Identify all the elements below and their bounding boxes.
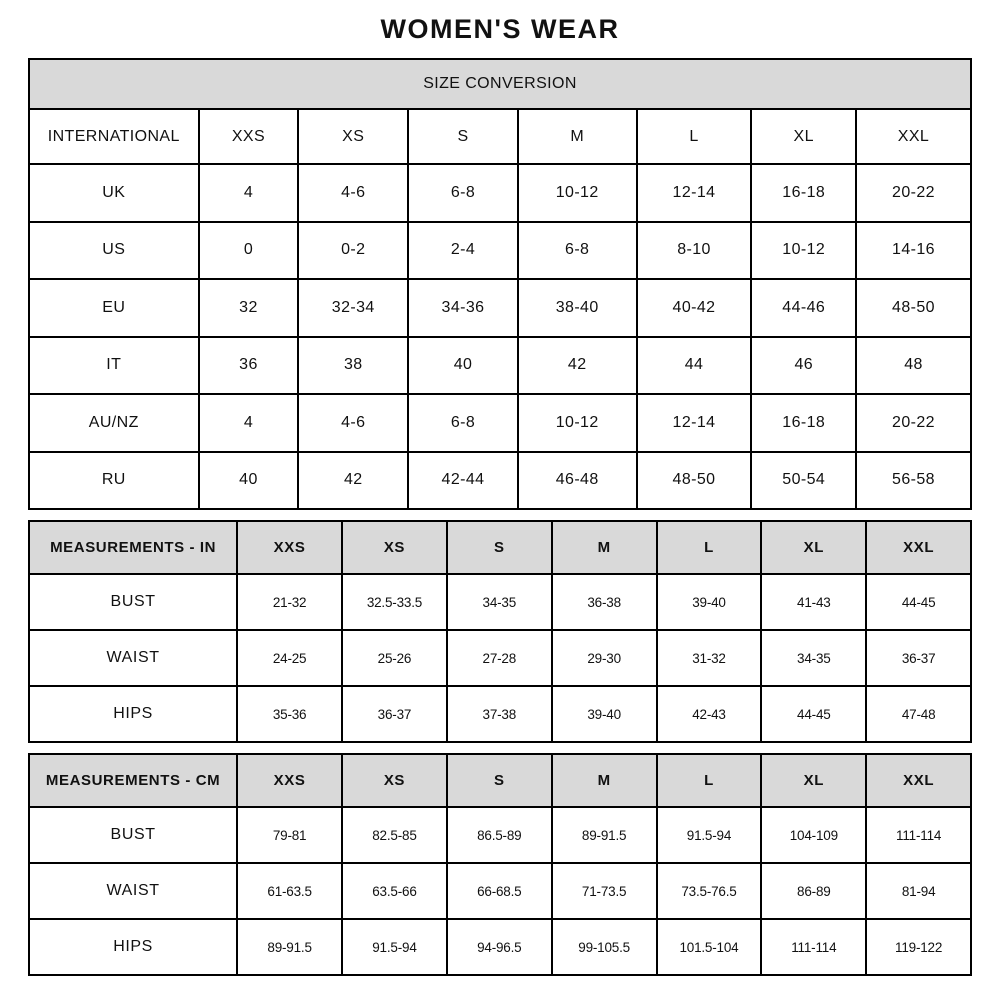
row-label-cell: IT [29,337,199,395]
table-row [29,394,971,452]
column-header-cell: XXL [866,521,971,574]
row-label-cell: RU [29,452,199,510]
page-title: WOMEN'S WEAR [380,14,620,44]
value-cell: 34-35 [447,574,552,630]
column-header-cell: S [447,754,552,807]
column-header-cell: XL [761,754,866,807]
value-cell: 4-6 [298,164,408,222]
column-header-cell: S [447,521,552,574]
value-cell: 24-25 [237,630,342,686]
measurements-cm-title: MEASUREMENTS - CM [29,754,237,807]
table-title-row [29,59,971,109]
measurements-cm-table [28,753,972,976]
value-cell: 81-94 [866,863,971,919]
value-cell: 36 [199,337,299,395]
table-row [29,630,971,686]
row-label-cell: EU [29,279,199,337]
value-cell: 32.5-33.5 [342,574,447,630]
value-cell: 10-12 [518,394,637,452]
column-header-row [29,109,971,164]
value-cell: 20-22 [856,394,971,452]
value-cell: 48-50 [637,452,752,510]
value-cell: 14-16 [856,222,971,280]
column-header-row [29,754,971,807]
value-cell: 44 [637,337,752,395]
value-cell: 42-43 [657,686,762,742]
table-gap [28,510,972,520]
value-cell: 94-96.5 [447,919,552,975]
value-cell: 27-28 [447,630,552,686]
value-cell: 16-18 [751,394,856,452]
value-cell: 36-38 [552,574,657,630]
value-cell: 34-36 [408,279,518,337]
size-conversion-table [28,58,972,510]
value-cell: 111-114 [761,919,866,975]
value-cell: 2-4 [408,222,518,280]
column-header-row [29,521,971,574]
value-cell: 61-63.5 [237,863,342,919]
value-cell: 73.5-76.5 [657,863,762,919]
table-row [29,807,971,863]
value-cell: 44-45 [761,686,866,742]
value-cell: 36-37 [342,686,447,742]
table-row [29,919,971,975]
row-label-cell: WAIST [29,863,237,919]
value-cell: 40-42 [637,279,752,337]
value-cell: 31-32 [657,630,762,686]
value-cell: 4 [199,164,299,222]
value-cell: 71-73.5 [552,863,657,919]
value-cell: 50-54 [751,452,856,510]
value-cell: 48 [856,337,971,395]
value-cell: 42 [518,337,637,395]
value-cell: 34-35 [761,630,866,686]
value-cell: 40 [408,337,518,395]
value-cell: 48-50 [856,279,971,337]
value-cell: 32 [199,279,299,337]
value-cell: 39-40 [657,574,762,630]
value-cell: 6-8 [408,394,518,452]
value-cell: 0-2 [298,222,408,280]
column-header-cell: S [408,109,518,164]
column-header-cell: M [552,754,657,807]
table-row [29,164,971,222]
row-label-cell: WAIST [29,630,237,686]
value-cell: 91.5-94 [657,807,762,863]
size-conversion-title: SIZE CONVERSION [29,59,971,109]
value-cell: 104-109 [761,807,866,863]
table-row [29,222,971,280]
table-row [29,863,971,919]
value-cell: 66-68.5 [447,863,552,919]
column-header-cell: XXL [856,109,971,164]
value-cell: 4-6 [298,394,408,452]
column-header-cell: XXS [237,754,342,807]
row-label-cell: HIPS [29,919,237,975]
value-cell: 16-18 [751,164,856,222]
row-label-cell: UK [29,164,199,222]
value-cell: 8-10 [637,222,752,280]
table-row [29,574,971,630]
table-gap [28,743,972,753]
value-cell: 39-40 [552,686,657,742]
value-cell: 89-91.5 [552,807,657,863]
column-header-cell: XXL [866,754,971,807]
row-label-cell: AU/NZ [29,394,199,452]
value-cell: 35-36 [237,686,342,742]
column-header-cell: XL [751,109,856,164]
value-cell: 25-26 [342,630,447,686]
value-cell: 41-43 [761,574,866,630]
column-header-cell: M [552,521,657,574]
table-row [29,337,971,395]
value-cell: 32-34 [298,279,408,337]
value-cell: 101.5-104 [657,919,762,975]
value-cell: 20-22 [856,164,971,222]
column-header-cell: XXS [237,521,342,574]
column-header-cell: XS [342,754,447,807]
column-header-cell: L [657,754,762,807]
column-header-cell: L [637,109,752,164]
value-cell: 42-44 [408,452,518,510]
value-cell: 10-12 [518,164,637,222]
value-cell: 46-48 [518,452,637,510]
value-cell: 12-14 [637,164,752,222]
value-cell: 86.5-89 [447,807,552,863]
table-row [29,279,971,337]
value-cell: 6-8 [518,222,637,280]
value-cell: 119-122 [866,919,971,975]
column-header-cell: M [518,109,637,164]
row-label-cell: US [29,222,199,280]
value-cell: 21-32 [237,574,342,630]
value-cell: 46 [751,337,856,395]
value-cell: 38-40 [518,279,637,337]
value-cell: 44-46 [751,279,856,337]
value-cell: 6-8 [408,164,518,222]
value-cell: 44-45 [866,574,971,630]
table-row [29,686,971,742]
value-cell: 56-58 [856,452,971,510]
column-header-cell: XXS [199,109,299,164]
value-cell: 89-91.5 [237,919,342,975]
value-cell: 29-30 [552,630,657,686]
value-cell: 79-81 [237,807,342,863]
row-label-cell: BUST [29,807,237,863]
value-cell: 47-48 [866,686,971,742]
value-cell: 82.5-85 [342,807,447,863]
value-cell: 4 [199,394,299,452]
value-cell: 12-14 [637,394,752,452]
value-cell: 86-89 [761,863,866,919]
value-cell: 91.5-94 [342,919,447,975]
value-cell: 38 [298,337,408,395]
value-cell: 10-12 [751,222,856,280]
value-cell: 36-37 [866,630,971,686]
measurements-in-table [28,520,972,743]
value-cell: 111-114 [866,807,971,863]
value-cell: 40 [199,452,299,510]
row-label-header-cell: INTERNATIONAL [29,109,199,164]
row-label-cell: HIPS [29,686,237,742]
column-header-cell: L [657,521,762,574]
column-header-cell: XL [761,521,866,574]
value-cell: 63.5-66 [342,863,447,919]
table-row [29,452,971,510]
value-cell: 99-105.5 [552,919,657,975]
value-cell: 42 [298,452,408,510]
row-label-cell: BUST [29,574,237,630]
value-cell: 37-38 [447,686,552,742]
column-header-cell: XS [342,521,447,574]
column-header-cell: XS [298,109,408,164]
measurements-in-title: MEASUREMENTS - IN [29,521,237,574]
value-cell: 0 [199,222,299,280]
